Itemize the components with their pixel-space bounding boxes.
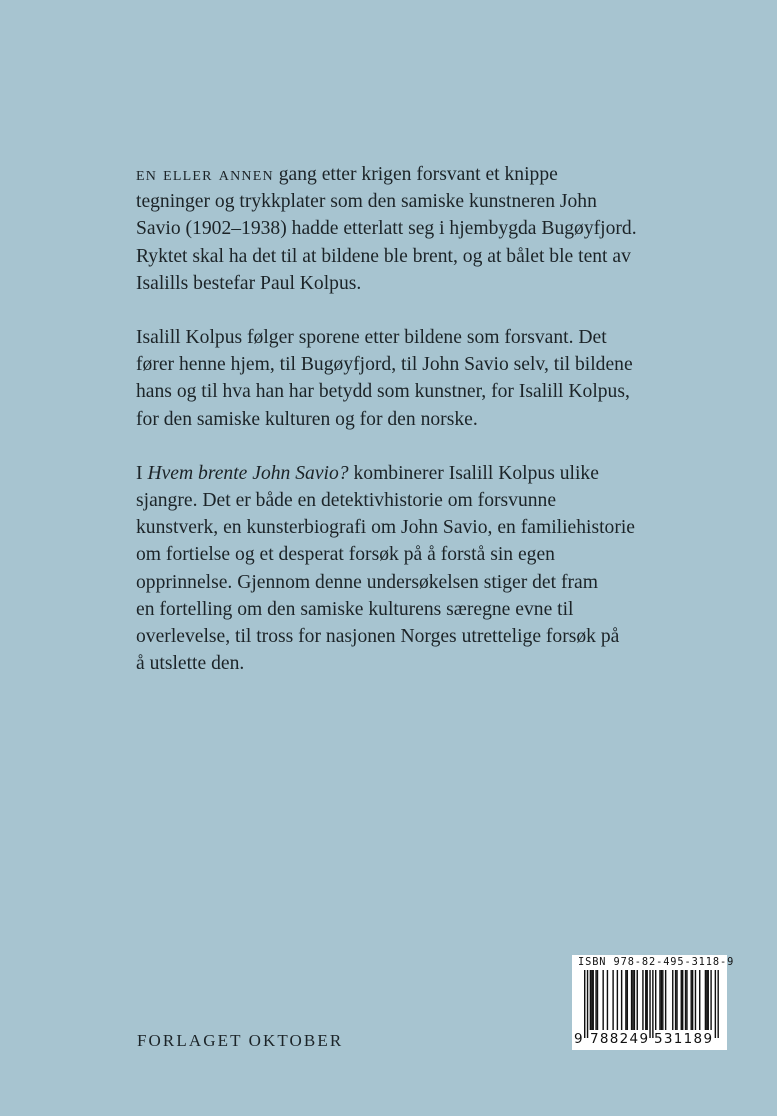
blurb-line: Isalill Kolpus følger sporene etter bildene som forsvant. Det [136, 327, 607, 349]
publisher-name: FORLAGET OKTOBER [137, 1031, 344, 1050]
blurb-paragraph-3 [136, 460, 736, 678]
blurb-line: I Hvem brente John Savio? kombinerer Isalill Kolpus ulike [136, 462, 599, 484]
blurb-line: hans og til hva han har betydd som kunstner, for Isalill Kolpus, [136, 381, 630, 403]
blurb-line: en fortelling om den samiske kulturens særegne evne til [136, 598, 574, 620]
blurb-line: kunstverk, en kunsterbiografi om John Savio, en familiehistorie [136, 517, 635, 539]
blurb-line: Isalills bestefar Paul Kolpus. [136, 272, 362, 294]
blurb-line: om fortielse og et desperat forsøk på å forstå sin egen [136, 544, 555, 566]
isbn-label: ISBN 978-82-495-3118-9 [578, 956, 735, 968]
barcode-left-digits: 788249 [590, 1031, 650, 1047]
back-cover-blurb [136, 161, 736, 704]
blurb-line: for den samiske kulturen og for den norske. [136, 408, 478, 430]
blurb-line: tegninger og trykkplater som den samiske kunstneren John [136, 191, 597, 213]
book-title-italic: Hvem brente John Savio? [147, 462, 349, 484]
blurb-line: en eller annen gang etter krigen forsvant et knippe [136, 164, 558, 185]
blurb-paragraph-1 [136, 161, 736, 297]
opening-smallcaps: en eller annen [136, 164, 274, 185]
isbn-barcode [572, 955, 735, 1050]
blurb-paragraph-2 [136, 324, 736, 433]
blurb-line: Ryktet skal ha det til at bildene ble brent, og at bålet ble tent av [136, 245, 631, 267]
blurb-line: fører henne hjem, til Bugøyfjord, til John Savio selv, til bildene [136, 354, 633, 376]
barcode-right-digits: 531189 [654, 1031, 714, 1047]
blurb-line: overlevelse, til tross for nasjonen Norges utrettelige forsøk på [136, 626, 620, 648]
barcode-first-digit: 9 [574, 1031, 583, 1047]
blurb-line: å utslette den. [136, 653, 245, 675]
blurb-line: sjangre. Det er både en detektivhistorie om forsvunne [136, 490, 557, 512]
blurb-line: opprinnelse. Gjennom denne undersøkelsen stiger det fram [136, 571, 598, 593]
blurb-line: Savio (1902–1938) hadde etterlatt seg i hjembygda Bugøyfjord. [136, 218, 637, 240]
